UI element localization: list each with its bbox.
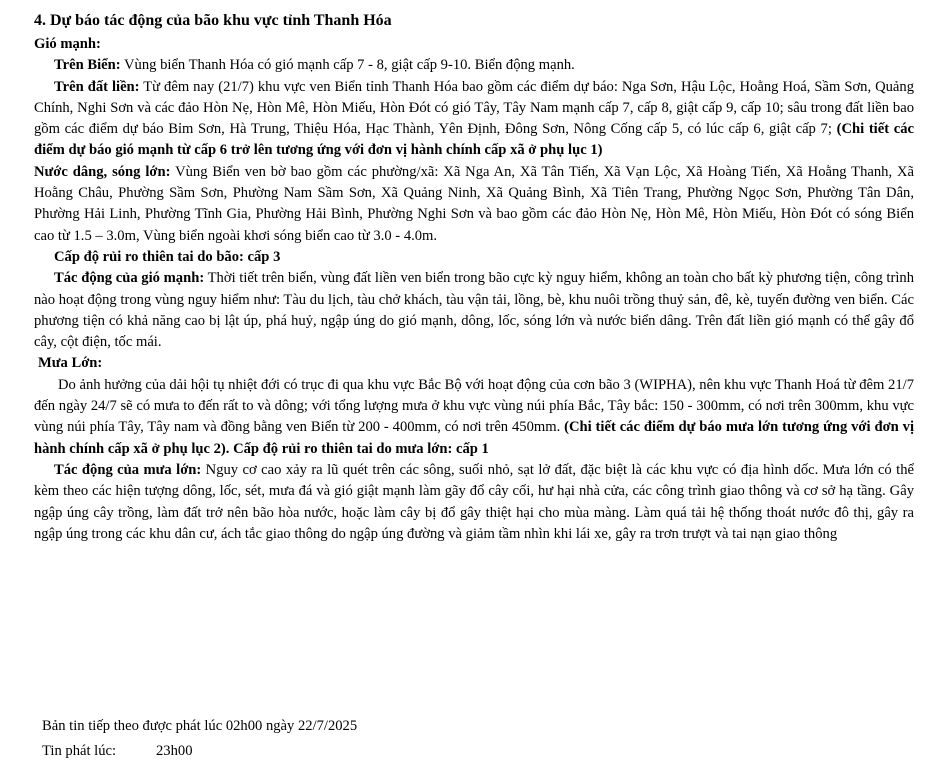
wind-heading: Gió mạnh: [34,36,101,52]
wind-impact-text: Thời tiết trên biển, vùng đất liền ven biển trong bão cực kỳ nguy hiểm, không an toàn cho bất kỳ phương tiện, công trình nào hoạt động trong vùng nguy hiểm như: Tàu du lịch, tàu chở khách, tàu vận tải, lồng, bè, khu nuôi trồng thuỷ sản, đê, kè, tuyến đường ven biển. Các phương tiện có khả năng cao bị lật úp, phá huỷ, ngập úng do gió mạnh, dông, lốc, sóng lớn và nước biển dâng. Trên đất liền gió mạnh có thể gây đổ cây, cột điện, tốc mái. [34,270,914,351]
surge-paragraph [34,162,914,247]
wind-land-label: Trên đất liền: [54,78,140,95]
wind-sea-paragraph [34,55,914,76]
surge-text: Vùng Biển ven bờ bao gồm các phường/xã: Xã Nga An, Xã Tân Tiến, Xã Vạn Lộc, Xã Hoàng Tiến, Xã Hoằng Thanh, Xã Hoằng Châu, Phường Sầm Sơn, Phường Nam Sầm Sơn, Xã Quảng Ninh, Xã Quảng Bình, Xã Tiên Trang, Phường Ngọc Sơn, Phường Tân Dân, Phường Hải Linh, Phường Tĩnh Gia, Phường Hải Bình, Phường Nghi Sơn và bao gồm các đảo Hòn Nẹ, Hòn Mê, Hòn Miếu, Hòn Đót có sóng Biển cao từ 1.5 – 3.0m, Vùng biển ngoài khơi sóng biển cao từ 3.0 - 4.0m. [34,163,914,244]
wind-land-paragraph [34,77,914,162]
rain-impact-paragraph [34,460,914,545]
issued-time-row [42,739,357,764]
wind-land-appendix-note: (Chi tiết các điểm dự báo gió mạnh từ cấp 6 trở lên tương ứng với đơn vị hành chính cấp xã ở phụ lục 1) [34,121,915,159]
rain-paragraph [34,375,914,460]
wind-sea-label: Trên Biển: [54,57,121,74]
wind-risk-level: Cấp độ rủi ro thiên tai do bão: cấp 3 [54,248,281,265]
wind-sea-text: Vùng biển Thanh Hóa có gió mạnh cấp 7 - 8, giật cấp 9-10. Biển động mạnh. [120,57,575,74]
issued-time-value: 23h00 [156,743,193,759]
rain-impact-text: Nguy cơ cao xảy ra lũ quét trên các sông, suối nhỏ, sạt lở đất, đặc biệt là các khu vực có địa hình dốc. Mưa lớn có thể kèm theo các hiện tượng dông, lốc, sét, mưa đá và gió giật mạnh làm gãy đổ cây cối, hư hại nhà cửa, các công trình giao thông và cơ sở hạ tầng. Gây ngập úng cây trồng, làm đất trở nên bão hòa nước, hoặc làm cây bị đổ gây thiệt hại cho mùa màng. Làm quá tải hệ thống thoát nước đô thị, gây ra ngập úng trong các khu dân cư, ách tắc giao thông do ngập úng đường và giảm tầm nhìn khi lái xe, gây ra trơn trượt và tai nạn giao thông [34,461,914,542]
surge-label: Nước dâng, sóng lớn: [34,163,171,180]
wind-impact-label: Tác động của gió mạnh: [54,270,205,287]
rain-impact-label: Tác động của mưa lớn: [54,461,202,478]
bulletin-footer [42,714,357,764]
wind-land-text: Từ đêm nay (21/7) khu vực ven Biển tỉnh Thanh Hóa bao gồm các điểm dự báo: Nga Sơn, Hậu Lộc, Hoằng Hoá, Sầm Sơn, Quảng Chính, Nghi Sơn và các đảo Hòn Nẹ, Hòn Mê, Hòn Miếu, Hòn Đót có gió Tây, Tây Nam mạnh cấp 7, cấp 8, giật cấp 9, cấp 10; sâu trong đất liền bao gồm các điểm dự báo Bỉm Sơn, Hà Trung, Thiệu Hóa, Hạc Thành, Yên Định, Đông Sơn, Nông Cống cấp 5, có lúc cấp 6, giật cấp 7; [34,78,914,138]
issued-time-label: Tin phát lúc: [42,743,117,759]
section-title: 4. Dự báo tác động của bão khu vực tỉnh Thanh Hóa [34,12,392,29]
wind-impact-paragraph [34,268,914,353]
rain-appendix-note: (Chi tiết các điểm dự báo mưa lớn tương ứng với đơn vị hành chính cấp xã ở phụ lục 2). Cấp độ rủi ro thiên tai do mưa lớn: cấp 1 [34,419,915,457]
next-bulletin-note: Bản tin tiếp theo được phát lúc 02h00 ngày 22/7/2025 [42,718,358,734]
rain-text: Do ảnh hưởng của dải hội tụ nhiệt đới có trục đi qua khu vực Bắc Bộ với hoạt động của cơn bão 3 (WIPHA), nên khu vực Thanh Hoá từ đêm 21/7 đến ngày 24/7 sẽ có mưa to đến rất to và dông; với tổng lượng mưa ở khu vực vùng núi phía Bắc, Tây bắc: 150 - 300mm, có nơi trên 300mm, khu vực vùng núi phía Tây, Tây nam và đồng bằng ven Biển từ 200 - 400mm, có nơi trên 450mm. [34,376,914,436]
rain-heading: Mưa Lớn: [38,355,103,372]
